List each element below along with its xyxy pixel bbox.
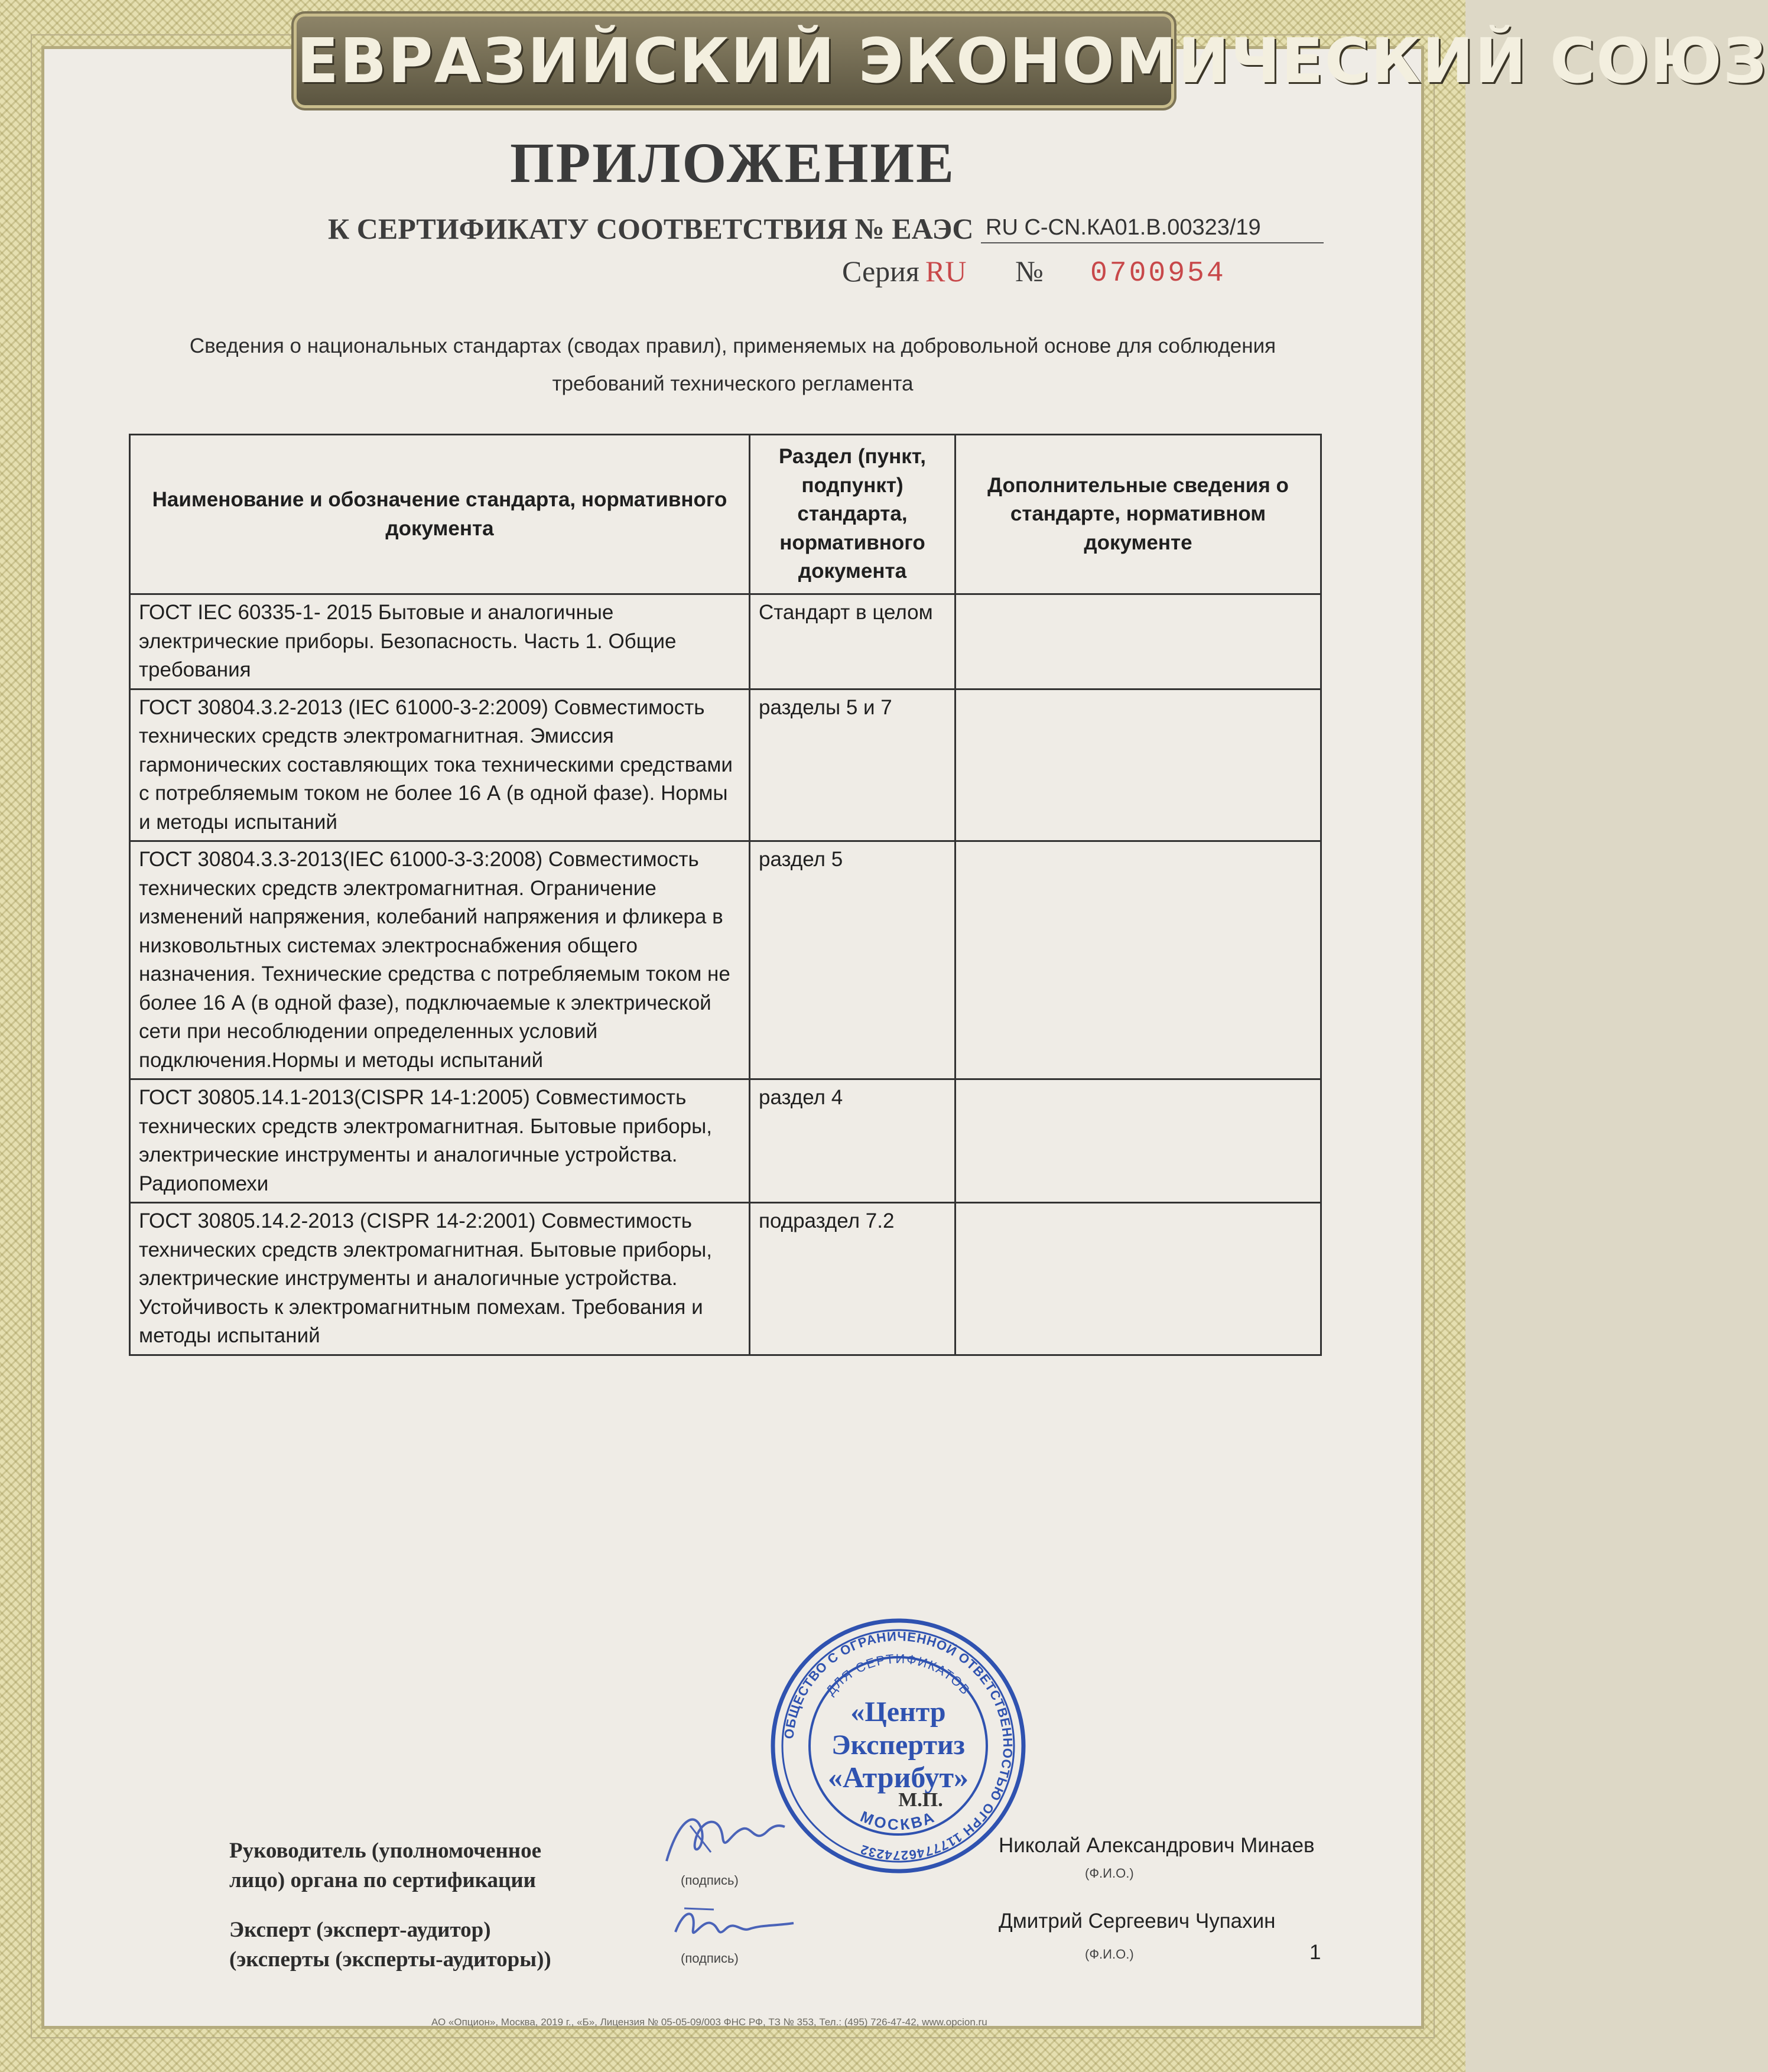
form-number-value: 0700954 bbox=[1090, 258, 1226, 290]
page-number: 1 bbox=[1309, 1941, 1321, 1964]
stamp-top-text: ДЛЯ СЕРТИФИКАТОВ bbox=[823, 1651, 974, 1699]
table-row bbox=[130, 1079, 1321, 1203]
standard-name: ГОСТ 30804.3.3-2013(IEC 61000-3-3:2008) Совместимость технических средств электромагнитная. Ограничение изменений напряжения, колебаний напряжения и фликера в низковольтных системах электроснабжения общего назначения. Технические средства с потребляемым током не более 16 А (в одной фазе), подключаемые к электрической сети при несоблюдении определенных условий подключения.Нормы и методы испытаний bbox=[130, 841, 750, 1079]
series-value: RU bbox=[925, 255, 967, 288]
standard-section: подраздел 7.2 bbox=[750, 1203, 956, 1355]
table-row bbox=[130, 841, 1321, 1079]
standard-name: ГОСТ 30805.14.1-2013(CISPR 14-1:2005) Совместимость технических средств электромагнитная. Бытовые приборы, электрические инструменты и аналогичные устройства. Радиопомехи bbox=[130, 1079, 750, 1203]
head-fio-caption: (Ф.И.О.) bbox=[1085, 1866, 1134, 1881]
series-label: Серия bbox=[842, 255, 919, 288]
expert-sign-caption: (подпись) bbox=[681, 1951, 739, 1966]
standard-extra bbox=[956, 841, 1321, 1079]
head-full-name: Николай Александрович Минаев bbox=[999, 1834, 1315, 1857]
expert-signature bbox=[667, 1897, 802, 1950]
page-title: ПРИЛОЖЕНИЕ bbox=[509, 131, 956, 194]
certificate-number: RU C-CN.КА01.В.00323/19 bbox=[986, 215, 1261, 240]
standard-name: ГОСТ 30804.3.2-2013 (IEC 61000-3-2:2009) Совместимость технических средств электромагнитная. Эмиссия гармонических составляющих тока техническими средствами с потребляемым током не более 16 А (в одной фазе). Нормы и методы испытаний bbox=[130, 689, 750, 841]
printer-footer: АО «Опцион», Москва, 2019 г., «Б», Лицензия № 05-05-09/003 ФНС РФ, ТЗ № 353, Тел.: (495) 726-47-42, www.opcion.ru bbox=[431, 2016, 987, 2028]
stamp-ring-text: ОБЩЕСТВО С ОГРАНИЧЕННОЙ ОТВЕТСТВЕННОСТЬЮ ОГРН 1177746274232 bbox=[781, 1628, 1016, 1863]
stamp-line-3: «Атрибут» bbox=[827, 1761, 969, 1794]
table-row bbox=[130, 594, 1321, 689]
table-header-row bbox=[130, 435, 1321, 594]
standard-extra bbox=[956, 689, 1321, 841]
form-number-label: № bbox=[1015, 255, 1044, 288]
standards-table bbox=[129, 434, 1322, 1356]
stamp-mp: М.П. bbox=[898, 1789, 943, 1811]
table-row bbox=[130, 1203, 1321, 1355]
certificate-label: К СЕРТИФИКАТУ СООТВЕТСТВИЯ № ЕАЭС bbox=[328, 212, 974, 245]
standard-extra bbox=[956, 1079, 1321, 1203]
standard-extra bbox=[956, 594, 1321, 689]
header-standard-name: Наименование и обозначение стандарта, нормативного документа bbox=[130, 435, 750, 594]
expert-label-line-1: Эксперт (эксперт-аудитор) bbox=[229, 1918, 491, 1942]
stamp-bottom-text: МОСКВА bbox=[857, 1807, 939, 1834]
header-additional-info: Дополнительные сведения о стандарте, нормативном документе bbox=[956, 435, 1321, 594]
header-section: Раздел (пункт, подпункт) стандарта, нормативного документа bbox=[750, 435, 956, 594]
expert-label-line-2: (эксперты (эксперты-аудиторы)) bbox=[229, 1947, 551, 1972]
svg-text:ДЛЯ СЕРТИФИКАТОВ bbox=[823, 1651, 974, 1698]
standard-name: ГОСТ IEC 60335-1- 2015 Бытовые и аналогичные электрические приборы. Безопасность. Часть 1. Общие требования bbox=[130, 594, 750, 689]
intro-line-1: Сведения о национальных стандартах (сводах правил), применяемых на добровольной основе для соблюдения bbox=[189, 334, 1276, 357]
expert-full-name: Дмитрий Сергеевич Чупахин bbox=[999, 1910, 1276, 1933]
organization-stamp bbox=[768, 1616, 1028, 1876]
stamp-line-1: «Центр bbox=[850, 1696, 946, 1728]
union-banner-text: ЕВРАЗИЙСКИЙ ЭКОНОМИЧЕСКИЙ СОЮЗ bbox=[297, 25, 1768, 97]
intro-line-2: требований технического регламента bbox=[552, 372, 914, 395]
union-banner bbox=[297, 17, 1768, 105]
standard-name: ГОСТ 30805.14.2-2013 (CISPR 14-2:2001) Совместимость технических средств электромагнитная. Бытовые приборы, электрические инструменты и аналогичные устройства. Устойчивость к электромагнитным помехам. Требования и методы испытаний bbox=[130, 1203, 750, 1355]
stamp-line-2: Экспертиз bbox=[831, 1729, 965, 1761]
certificate-number-underline bbox=[981, 242, 1324, 243]
standard-section: раздел 5 bbox=[750, 841, 956, 1079]
head-label-line-2: лицо) органа по сертификации bbox=[229, 1868, 536, 1892]
standard-section: Стандарт в целом bbox=[750, 594, 956, 689]
head-sign-caption: (подпись) bbox=[681, 1873, 739, 1888]
standard-extra bbox=[956, 1203, 1321, 1355]
table-row bbox=[130, 689, 1321, 841]
standard-section: разделы 5 и 7 bbox=[750, 689, 956, 841]
expert-fio-caption: (Ф.И.О.) bbox=[1085, 1947, 1134, 1962]
standard-section: раздел 4 bbox=[750, 1079, 956, 1203]
head-label-line-1: Руководитель (уполномоченное bbox=[229, 1839, 542, 1863]
